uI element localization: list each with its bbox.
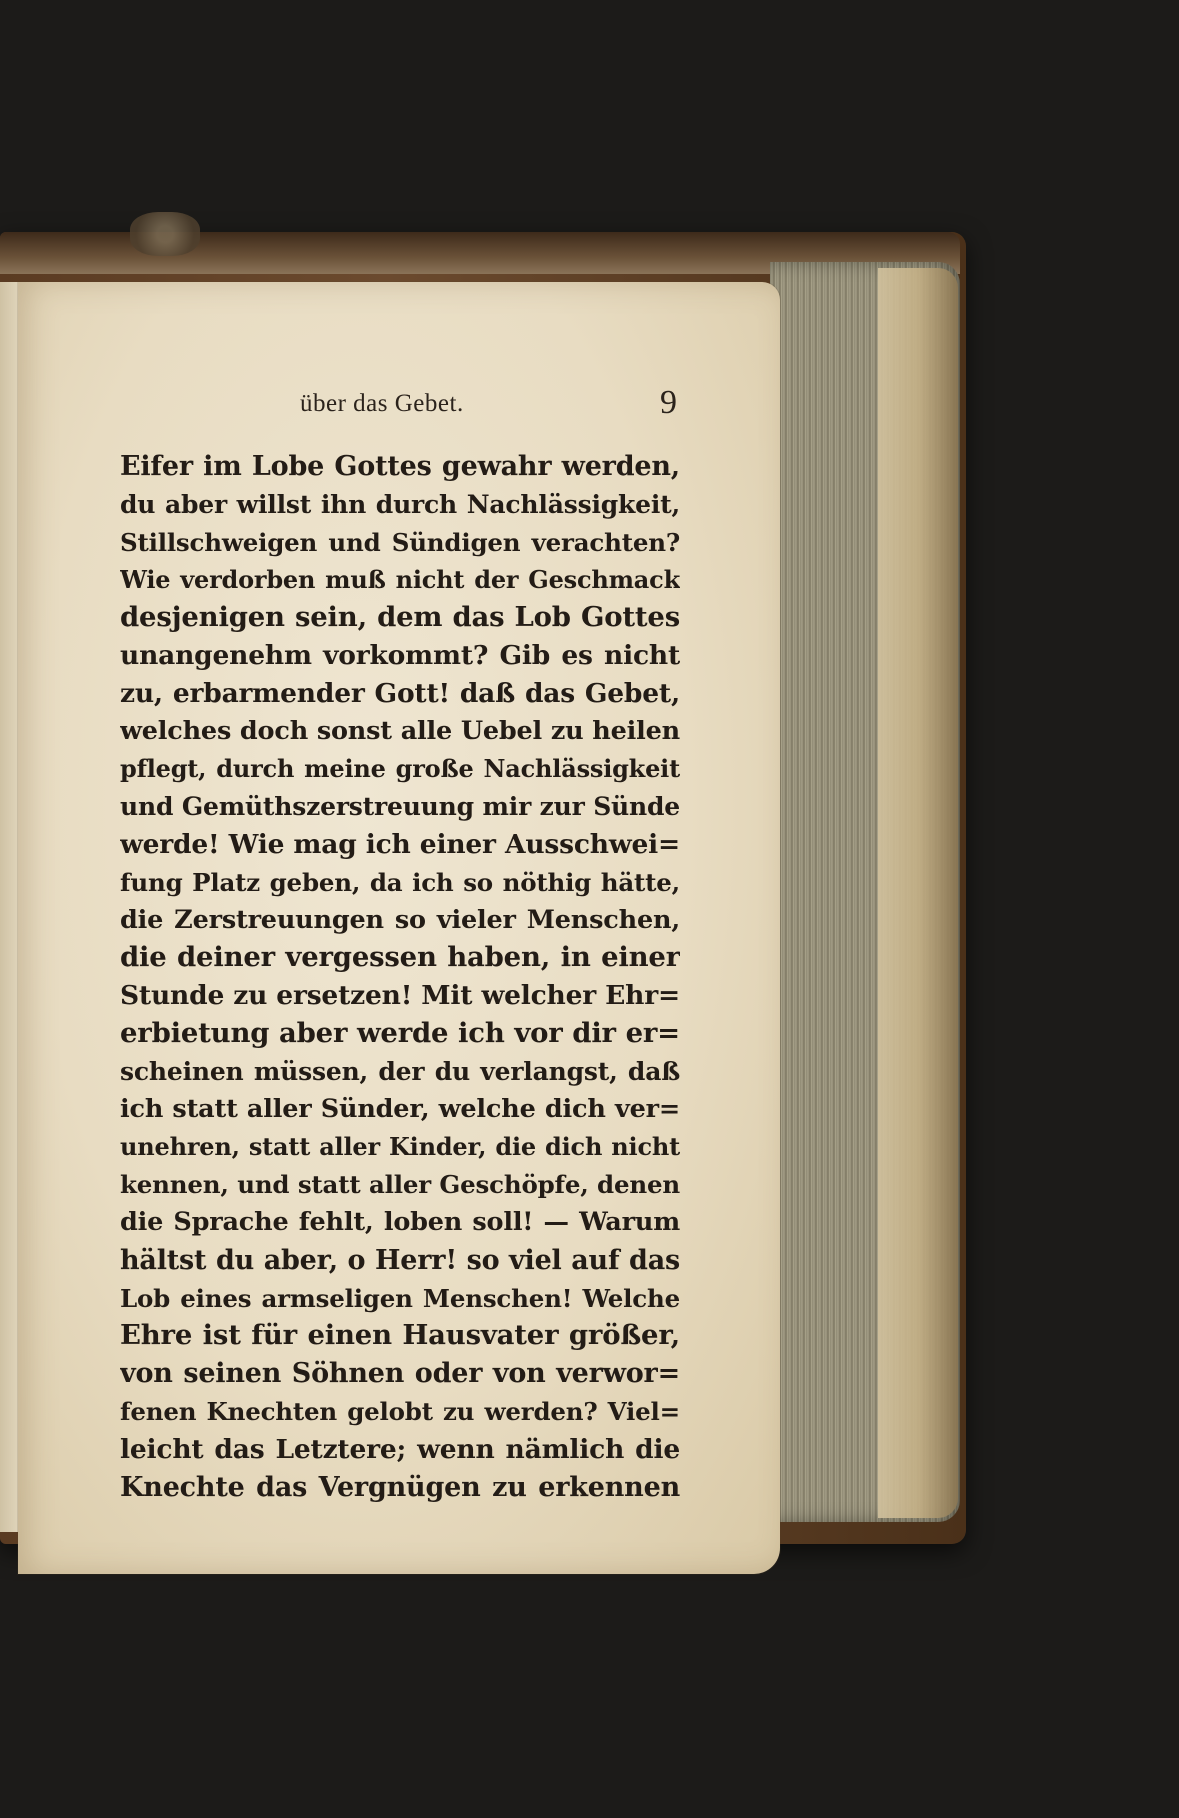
text-line: leicht das Letztere; wenn nämlich die <box>120 1433 680 1465</box>
text-line: Ehre ist für einen Hausvater größer, <box>120 1319 680 1352</box>
text-line: Stunde zu ersetzen! Mit welcher Ehr= <box>120 980 680 1012</box>
text-line: unehren, statt aller Kinder, die dich nicht <box>120 1132 680 1162</box>
page-number: 9 <box>660 384 677 421</box>
text-line: fung Platz geben, da ich so nöthig hätte, <box>120 867 680 897</box>
text-line: fenen Knechten gelobt zu werden? Viel= <box>120 1396 680 1426</box>
text-line: die Zerstreuungen so vieler Menschen, <box>120 904 680 935</box>
text-line: Knechte das Vergnügen zu erkennen <box>120 1471 680 1503</box>
text-line: du aber willst ihn durch Nachlässigkeit, <box>120 489 680 519</box>
text-line: pflegt, durch meine große Nachlässigkeit <box>120 754 680 784</box>
text-line: ich statt aller Sünder, welche dich ver= <box>120 1093 680 1124</box>
text-line: Lob eines armseligen Menschen! Welche <box>120 1283 680 1313</box>
text-line: werde! Wie mag ich einer Ausschwei= <box>120 828 680 860</box>
text-line: kennen, und statt aller Geschöpfe, denen <box>120 1170 680 1200</box>
text-line: und Gemüthszerstreuung mir zur Sünde <box>120 792 680 822</box>
text-line: hältst du aber, o Herr! so viel auf das <box>120 1244 680 1276</box>
text-line: unangenehm vorkommt? Gib es nicht <box>120 639 680 671</box>
text-line: Eifer im Lobe Gottes gewahr werden, <box>120 451 680 482</box>
text-line: von seinen Söhnen oder von verwor= <box>120 1358 680 1390</box>
text-line: die Sprache fehlt, loben soll! — Warum <box>120 1206 680 1237</box>
text-line: zu, erbarmender Gott! daß das Gebet, <box>120 677 680 709</box>
cover-board-edge <box>878 268 958 1518</box>
text-line: Stillschweigen und Sündigen verachten? <box>120 527 680 557</box>
text-line: scheinen müssen, der du verlangst, daß <box>120 1056 680 1086</box>
text-line: desjenigen sein, dem das Lob Gottes <box>120 601 680 634</box>
text-line: welches doch sonst alle Uebel zu heilen <box>120 715 680 746</box>
text-line: die deiner vergessen haben, in einer <box>120 941 680 974</box>
running-head: über das Gebet. <box>300 390 464 417</box>
spine-cord <box>130 212 200 256</box>
text-line: Wie verdorben muß nicht der Geschmack <box>120 565 680 595</box>
page-body-text <box>120 448 680 1506</box>
text-line: erbietung aber werde ich vor dir er= <box>120 1016 680 1049</box>
